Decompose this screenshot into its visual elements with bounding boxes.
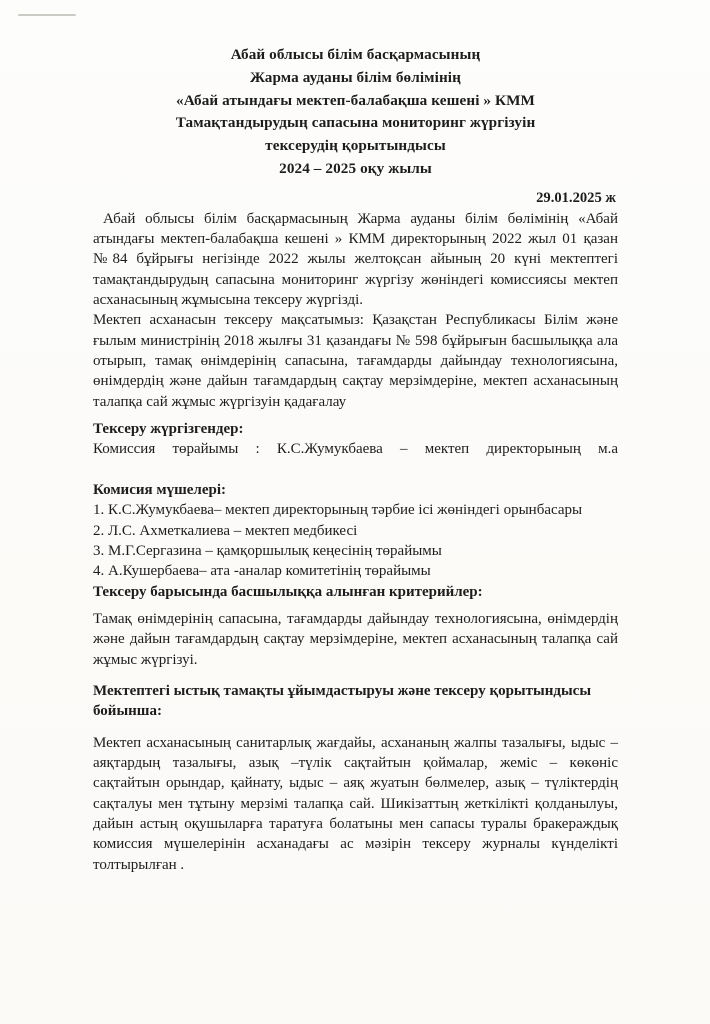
paragraph-goal: Мектеп асханасын тексеру мақсатымыз: Қазақстан Республикасы Білім және ғылым министрінің 2018 жылғы 31 қазандағы № 598 бұйрығын басшылыққа ала отырып, тамақ өнімдерінің сапасына, тағамдарды дайындау технологиясына, өнімдердің және дайын тағамдардың сақтау мерзімдеріне, мектеп асханасының талапқа сай жұмыс жүргізуін қадағалау: [93, 312, 618, 410]
inspectors-heading: Тексеру жүргізгендер:: [93, 420, 244, 437]
title-line-3: «Абай атындағы мектеп-балабақша кешені » КММ: [176, 91, 535, 109]
spacer: [93, 722, 618, 733]
paragraph-intro: Абай облысы білім басқармасының Жарма ауданы білім бөлімінің «Абай атындағы мектеп-балабақша кешені » КММ директорының 2022 жыл 01 қазан №84 бұйрығы негізінде 2022 жылы желтоқсан айының 20 күні мектептегі тамақтандырудың сапасына мониторинг жүргізу жөніндегі комиссиясы мектеп асханасының жұмысына тексеру жүргізді.: [93, 210, 618, 309]
spacer: [93, 602, 618, 609]
members-heading: Комисия мүшелері:: [93, 481, 226, 498]
title-line-5: тексерудің қорытындысы: [265, 137, 446, 155]
results-heading-line-1: Мектептегі ыстық тамақты ұйымдастыруы және тексеру қорытындысы: [93, 682, 592, 699]
title-line-2: Жарма ауданы білім бөлімінің: [250, 68, 461, 86]
title-line-1: Абай облысы білім басқармасының: [230, 46, 481, 63]
document-date: 29.01.2025 ж: [536, 189, 616, 206]
list-item: 1. К.С.Жумукбаева– мектеп директорының тәрбие ісі жөніндегі орынбасары: [93, 502, 583, 519]
list-item: 4. А.Кушербаева– ата -аналар комитетінің төрайымы: [93, 563, 431, 580]
results-heading-line-2: бойынша:: [93, 703, 162, 720]
list-item: 3. М.Г.Сергазина – қамқоршылық кеңесінің төрайымы: [93, 542, 442, 559]
document-content: [93, 44, 618, 875]
document-title-block: [93, 44, 618, 181]
title-line-4: Тамақтандырудың сапасына мониторинг жүргізуін: [175, 114, 536, 132]
commission-members-list: [93, 500, 618, 581]
scan-artifact-mark: [18, 14, 76, 16]
title-line-6: 2024 – 2025 оқу жылы: [279, 159, 432, 177]
criteria-heading: Тексеру барысында басшылыққа алынған критерийлер:: [93, 583, 483, 600]
criteria-text: Тамақ өнімдерінің сапасына, тағамдарды дайындау технологиясына, өнімдердің және дайын тағамдардың сақтау мерзімдеріне, мектеп асханасының талапқа сай жұмыс жүргізуі.: [93, 610, 618, 668]
spacer: [93, 412, 618, 419]
list-item: 2. Л.С. Ахметкалиева – мектеп медбикесі: [93, 522, 358, 539]
commission-chair-line: Комиссия төрайымы : К.С.Жумукбаева – мектеп директорының м.а: [93, 441, 618, 458]
spacer: [93, 670, 618, 681]
results-text: Мектеп асханасының санитарлық жағдайы, асхананың жалпы тазалығы, ыдыс – аяқтардың тазалығы, азық –түлік сақтайтын қоймалар, жеміс – көкөніс сақтайтын орындар, қайнату, ыдыс – аяқ жуатын бөлмелер, азық – түліктердің сақталуы мен тұтыну мерзімі талапқа сай. Шикізаттың жеткілікті қолданылуы, дайын астың оқушыларға таратуға болатыны мен сапасы туралы бракераждық комиссия мүшелерінін асханадағы ас мәзірін тексеру журналы күнделікті толтырылған .: [93, 734, 618, 873]
